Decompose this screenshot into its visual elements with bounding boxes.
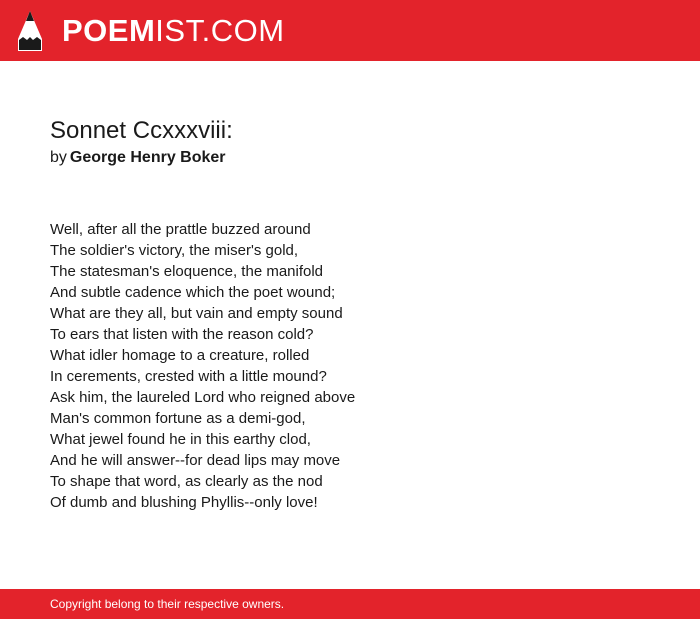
poem-line: Man's common fortune as a demi-god,: [50, 410, 306, 427]
poem-line: To ears that listen with the reason cold?: [50, 326, 314, 343]
poem-line: In cerements, crested with a little mound?: [50, 368, 327, 385]
site-header: [0, 0, 700, 61]
author-name: George Henry Boker: [69, 149, 226, 166]
poem-line: Of dumb and blushing Phyllis--only love!: [50, 494, 318, 511]
poem-line: What idler homage to a creature, rolled: [50, 347, 310, 364]
logo-text-bold: POEM: [62, 13, 156, 48]
poem-line: To shape that word, as clearly as the nod: [50, 473, 323, 490]
by-label: by: [50, 149, 67, 166]
byline: [50, 148, 650, 168]
poem-line: And he will answer--for dead lips may move: [50, 452, 341, 469]
copyright-text: Copyright belong to their respective owners.: [50, 597, 285, 611]
poem-line: Well, after all the prattle buzzed around: [50, 221, 311, 238]
poem-line: What are they all, but vain and empty sound: [50, 305, 343, 322]
pencil-tip-icon[interactable]: [16, 10, 44, 52]
site-logo[interactable]: [62, 13, 285, 49]
site-footer: [0, 589, 700, 619]
poem-body: [50, 219, 650, 513]
poem-title: Sonnet Ccxxxviii:: [50, 117, 233, 144]
poem-line: The statesman's eloquence, the manifold: [50, 263, 324, 280]
poem-line: And subtle cadence which the poet wound;: [50, 284, 336, 301]
poem-line: The soldier's victory, the miser's gold,: [50, 242, 299, 259]
poem-line: Ask him, the laureled Lord who reigned above: [50, 389, 356, 406]
poem-header: [50, 116, 650, 168]
poem-line: What jewel found he in this earthy clod,: [50, 431, 311, 448]
logo-text-light: IST.COM: [155, 13, 285, 48]
